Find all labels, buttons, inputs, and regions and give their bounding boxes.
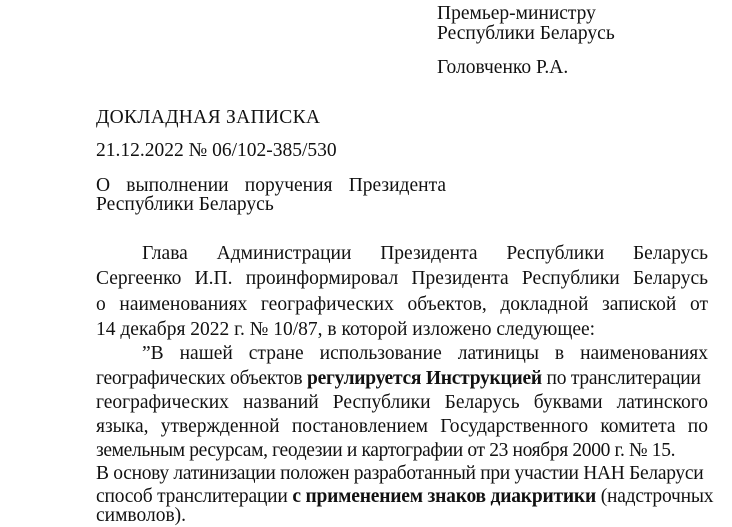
quote-line-7 [96, 486, 713, 508]
quote-line-7-text-a: способ транслитерации [96, 486, 293, 507]
subject-line-2: Республики Беларусь [96, 194, 274, 215]
paragraph-1-line-3: о наименованиях географических объектов, докладной запиской от [96, 294, 708, 315]
quote-line-5: земельным ресурсам, геодезии и картографии от 23 ноября 2000 г. № 15. [96, 440, 676, 461]
subject-line-1: О выполнении поручения Президента [96, 175, 446, 196]
quote-line-4: языка, утвержденной постановлением Государственного комитета по [96, 416, 708, 437]
quote-line-2-text-a: географических объектов [96, 368, 307, 389]
paragraph-1-line-2: Сергеенко И.П. проинформировал Президента Республики Беларусь [96, 268, 708, 289]
quote-line-3: географических названий Республики Беларусь буквами латинского [96, 392, 708, 413]
quote-line-7-text-c: (надстрочных [596, 486, 714, 507]
document-reference: 21.12.2022 № 06/102-385/530 [96, 140, 337, 161]
quote-line-2 [96, 368, 708, 390]
quote-line-6: В основу латинизации положен разработанный при участии НАН Беларуси [96, 463, 704, 484]
paragraph-1-line-1: Глава Администрации Президента Республики Беларусь [142, 243, 708, 264]
addressee-line-1: Премьер-министру [437, 3, 596, 24]
quote-line-7-bold: с применением знаков диакритики [292, 486, 597, 507]
quote-line-8: символов). [96, 505, 187, 526]
quote-line-2-text-c: по транслитерации [541, 368, 701, 389]
quote-line-2-bold: регулируется Инструкцией [307, 368, 542, 389]
quote-line-1: ”В нашей стране использование латиницы в наименованиях [142, 343, 708, 364]
addressee-line-2: Республики Беларусь [437, 23, 615, 44]
document-title: ДОКЛАДНАЯ ЗАПИСКА [96, 107, 321, 128]
paragraph-1-line-4: 14 декабря 2022 г. № 10/87, в которой изложено следующее: [96, 319, 596, 340]
addressee-name: Головченко Р.А. [437, 57, 569, 78]
